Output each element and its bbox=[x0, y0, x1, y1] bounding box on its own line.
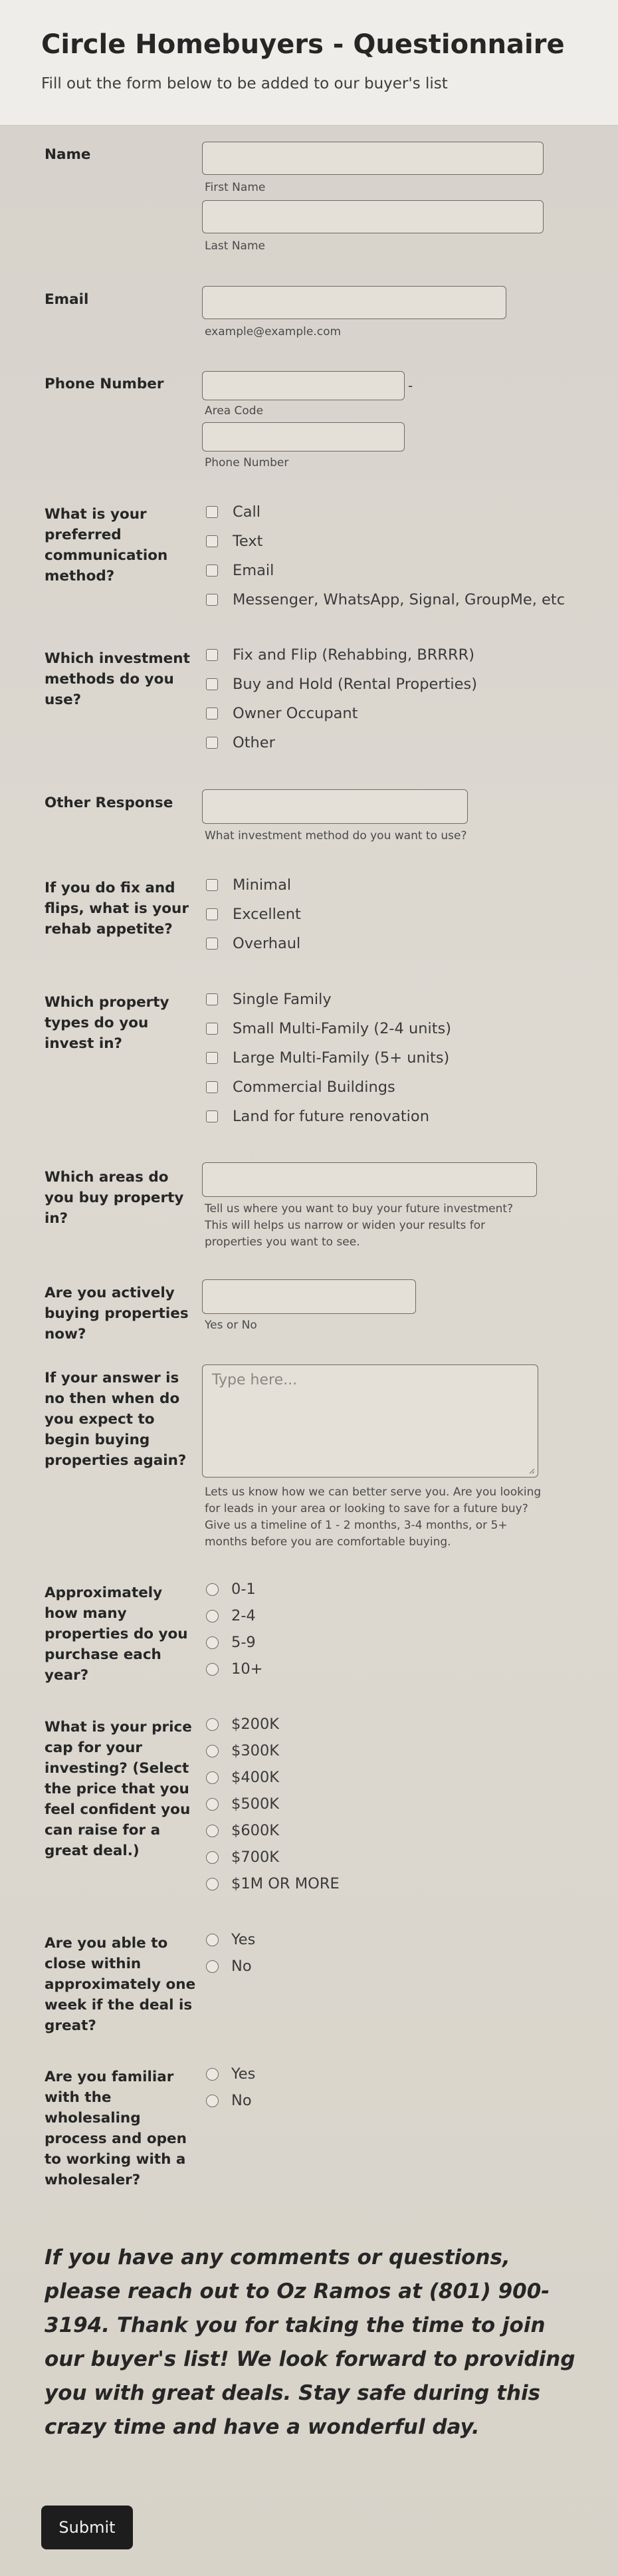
actively-input[interactable] bbox=[202, 1279, 416, 1314]
checkbox[interactable] bbox=[206, 708, 218, 719]
other-response-input[interactable] bbox=[202, 789, 468, 824]
option-label: Small Multi-Family (2-4 units) bbox=[233, 1020, 452, 1037]
closing-message: If you have any comments or questions, please reach out to Oz Ramos at (801) 900-3194. Thank you for taking the time to join our buyer's list! We look forward to providing you with great deals. Stay safe during this crazy time and have a wonderful day. bbox=[45, 2246, 575, 2439]
option-label: 0-1 bbox=[231, 1581, 256, 1598]
option-label: Buy and Hold (Rental Properties) bbox=[233, 676, 478, 693]
checkbox-option[interactable] bbox=[206, 934, 300, 954]
radio[interactable] bbox=[206, 1583, 219, 1596]
radio[interactable] bbox=[206, 1610, 219, 1622]
radio-option[interactable] bbox=[206, 1579, 256, 1599]
radio[interactable] bbox=[206, 1934, 219, 1946]
option-label: Other bbox=[233, 734, 275, 751]
price-cap-label: What is your price cap for your investing? (Select the price that you feel confident you can raise for a great deal.) bbox=[45, 1719, 192, 1859]
radio[interactable] bbox=[206, 1745, 219, 1757]
checkbox[interactable] bbox=[206, 1110, 218, 1122]
when-sublabel: Lets us know how we can better serve you. Are you looking for leads in your area or looking to save for a future buy? Give us a timeline of 1 - 2 months, 3-4 months, or 5+ months before you are comfortable buying. bbox=[205, 1485, 542, 1549]
first-name-sublabel: First Name bbox=[205, 181, 266, 194]
checkbox-option[interactable] bbox=[206, 904, 301, 924]
areas-label: Which areas do you buy property in? bbox=[45, 1169, 184, 1227]
areas-input[interactable] bbox=[202, 1162, 537, 1197]
option-label: $700K bbox=[231, 1849, 280, 1866]
close-week-label: Are you able to close within approximately one week if the deal is great? bbox=[45, 1935, 196, 2034]
wholesaling-label: Are you familiar with the wholesaling process and open to working with a wholesaler? bbox=[45, 2069, 187, 2188]
option-label: $1M OR MORE bbox=[231, 1875, 340, 1892]
radio-option[interactable] bbox=[206, 2064, 255, 2084]
area-code-input[interactable] bbox=[202, 371, 405, 400]
radio[interactable] bbox=[206, 1718, 219, 1731]
option-label: 10+ bbox=[231, 1660, 263, 1678]
checkbox[interactable] bbox=[206, 993, 218, 1005]
option-label: Email bbox=[233, 562, 274, 579]
email-label: Email bbox=[45, 291, 89, 308]
option-label: No bbox=[231, 1958, 252, 1975]
email-sublabel: example@example.com bbox=[205, 325, 342, 338]
form-header bbox=[0, 0, 618, 126]
option-label: No bbox=[231, 2092, 252, 2109]
option-label: Single Family bbox=[233, 991, 332, 1008]
option-label: Messenger, WhatsApp, Signal, GroupMe, etc bbox=[233, 591, 566, 608]
checkbox-option[interactable] bbox=[206, 1048, 449, 1068]
when-placeholder: Type here... bbox=[212, 1372, 298, 1388]
areas-sublabel: Tell us where you want to buy your future investment? This will helps us narrow or widen your results for properties you want to see. bbox=[205, 1202, 514, 1249]
communication-label: What is your preferred communication method? bbox=[45, 506, 168, 584]
option-label: Text bbox=[233, 533, 263, 550]
actively-label: Are you actively buying properties now? bbox=[45, 1285, 189, 1343]
radio[interactable] bbox=[206, 1851, 219, 1864]
when-label: If your answer is no then when do you expect to begin buying properties again? bbox=[45, 1370, 187, 1469]
option-label: Minimal bbox=[233, 876, 292, 894]
radio-option[interactable] bbox=[206, 1767, 279, 1787]
checkbox[interactable] bbox=[206, 908, 218, 920]
radio[interactable] bbox=[206, 1636, 219, 1649]
radio[interactable] bbox=[206, 1771, 219, 1784]
checkbox-option[interactable] bbox=[206, 704, 358, 723]
radio-option[interactable] bbox=[206, 1794, 279, 1814]
checkbox-option[interactable] bbox=[206, 561, 274, 580]
radio-option[interactable] bbox=[206, 1930, 255, 1950]
property-types-label: Which property types do you invest in? bbox=[45, 994, 169, 1052]
checkbox[interactable] bbox=[206, 506, 218, 518]
option-label: $600K bbox=[231, 1822, 280, 1839]
phone-number-input[interactable] bbox=[202, 422, 405, 451]
option-label: Call bbox=[233, 503, 261, 521]
checkbox-option[interactable] bbox=[206, 989, 332, 1009]
radio[interactable] bbox=[206, 1663, 219, 1676]
other-response-sublabel: What investment method do you want to use? bbox=[205, 829, 467, 842]
checkbox-option[interactable] bbox=[206, 645, 474, 665]
option-label: 2-4 bbox=[231, 1607, 256, 1624]
form-title: Circle Homebuyers - Questionnaire bbox=[41, 29, 565, 60]
radio-option[interactable] bbox=[206, 1741, 279, 1761]
checkbox-option[interactable] bbox=[206, 590, 565, 610]
investment-label: Which investment methods do you use? bbox=[45, 650, 190, 708]
radio-option[interactable] bbox=[206, 1606, 256, 1626]
radio-option[interactable] bbox=[206, 1847, 279, 1867]
radio[interactable] bbox=[206, 1798, 219, 1811]
checkbox[interactable] bbox=[206, 649, 218, 661]
checkbox-option[interactable] bbox=[206, 875, 291, 895]
checkbox-option[interactable] bbox=[206, 502, 260, 522]
checkbox[interactable] bbox=[206, 535, 218, 547]
checkbox-option[interactable] bbox=[206, 531, 263, 551]
actively-sublabel: Yes or No bbox=[205, 1319, 257, 1332]
email-input[interactable] bbox=[202, 286, 506, 319]
area-code-sublabel: Area Code bbox=[205, 404, 264, 418]
option-label: Large Multi-Family (5+ units) bbox=[233, 1049, 450, 1067]
other-response-label: Other Response bbox=[45, 795, 173, 811]
radio-option[interactable] bbox=[206, 1956, 252, 1976]
checkbox-option[interactable] bbox=[206, 1019, 451, 1039]
checkbox[interactable] bbox=[206, 1052, 218, 1064]
radio[interactable] bbox=[206, 2095, 219, 2107]
option-label: Fix and Flip (Rehabbing, BRRRR) bbox=[233, 646, 475, 664]
radio[interactable] bbox=[206, 2068, 219, 2081]
option-label: Commercial Buildings bbox=[233, 1079, 395, 1096]
resize-grip-icon[interactable] bbox=[528, 1468, 535, 1474]
rehab-label: If you do fix and flips, what is your rehab appetite? bbox=[45, 880, 189, 938]
option-label: $400K bbox=[231, 1769, 280, 1786]
checkbox[interactable] bbox=[206, 1081, 218, 1093]
checkbox-option[interactable] bbox=[206, 1077, 395, 1097]
radio[interactable] bbox=[206, 1878, 219, 1890]
option-label: 5-9 bbox=[231, 1634, 256, 1651]
form-subtitle: Fill out the form below to be added to our buyer's list bbox=[41, 75, 448, 92]
checkbox-option[interactable] bbox=[206, 1106, 429, 1126]
radio-option[interactable] bbox=[206, 1874, 340, 1894]
option-label: $300K bbox=[231, 1742, 280, 1759]
option-label: $500K bbox=[231, 1795, 280, 1813]
phone-dash: - bbox=[408, 378, 413, 394]
checkbox[interactable] bbox=[206, 879, 218, 891]
checkbox[interactable] bbox=[206, 678, 218, 690]
radio-option[interactable] bbox=[206, 1632, 256, 1652]
radio-option[interactable] bbox=[206, 1821, 279, 1841]
checkbox[interactable] bbox=[206, 565, 218, 577]
checkbox-option[interactable] bbox=[206, 674, 477, 694]
option-label: Land for future renovation bbox=[233, 1108, 429, 1125]
radio[interactable] bbox=[206, 1960, 219, 1973]
last-name-input[interactable] bbox=[202, 200, 544, 233]
option-label: $200K bbox=[231, 1716, 280, 1733]
checkbox[interactable] bbox=[206, 737, 218, 749]
checkbox[interactable] bbox=[206, 594, 218, 606]
option-label: Owner Occupant bbox=[233, 705, 358, 722]
name-label: Name bbox=[45, 146, 91, 163]
how-many-label: Approximately how many properties do you purchase each year? bbox=[45, 1585, 188, 1684]
option-label: Yes bbox=[231, 2065, 256, 2083]
radio[interactable] bbox=[206, 1825, 219, 1837]
checkbox[interactable] bbox=[206, 1023, 218, 1035]
option-label: Excellent bbox=[233, 906, 301, 923]
radio-option[interactable] bbox=[206, 1659, 262, 1679]
radio-option[interactable] bbox=[206, 1714, 279, 1734]
first-name-input[interactable] bbox=[202, 142, 544, 175]
when-textarea[interactable] bbox=[202, 1364, 538, 1478]
last-name-sublabel: Last Name bbox=[205, 239, 265, 253]
checkbox[interactable] bbox=[206, 938, 218, 950]
option-label: Yes bbox=[231, 1931, 256, 1948]
option-label: Overhaul bbox=[233, 935, 301, 952]
phone-label: Phone Number bbox=[45, 376, 164, 392]
phone-number-sublabel: Phone Number bbox=[205, 456, 289, 469]
radio-option[interactable] bbox=[206, 2091, 252, 2111]
submit-button[interactable]: Submit bbox=[41, 2506, 133, 2549]
checkbox-option[interactable] bbox=[206, 733, 275, 753]
